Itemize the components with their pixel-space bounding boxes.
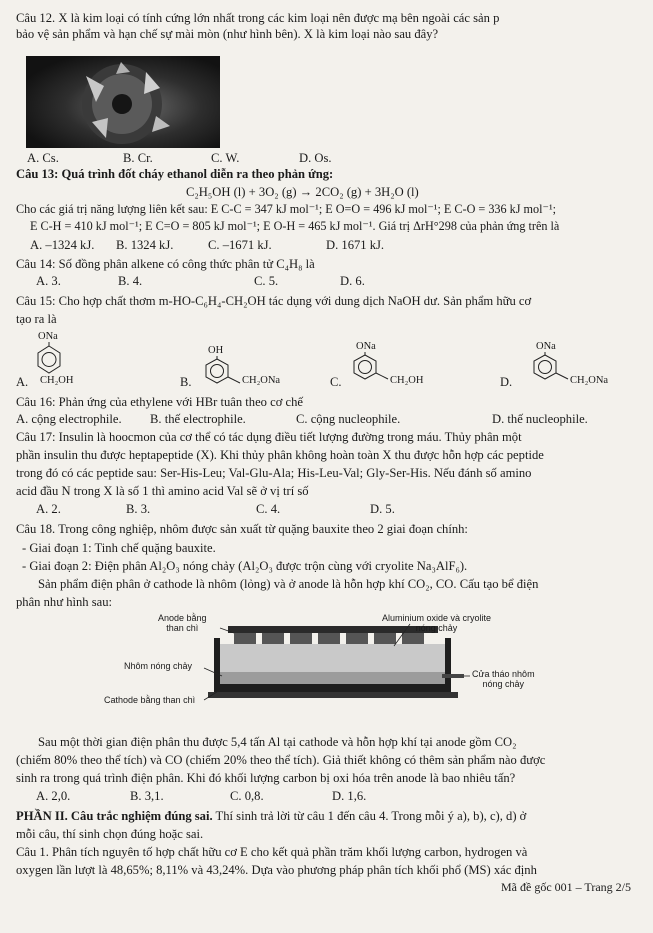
q13-option-a[interactable]: A. –1324 kJ. — [30, 238, 95, 252]
cell-body — [204, 624, 470, 700]
q13-equation: C₂H₅OH (l) + 3O₂ (g) → 2CO₂ (g) + 3H₂O (l) — [186, 185, 419, 199]
q15-d-side-group: CH₂ONa — [570, 375, 609, 386]
q13-given-line2: E C-H = 410 kJ mol⁻¹; E C=O = 805 kJ mol⁻¹; E O-H = 465 kJ mol⁻¹. Giá trị ΔrH°298 của phản ứng trên là — [30, 219, 560, 233]
q14-stem: Câu 14: Số đồng phân alkene có công thức phân tử C₄H₈ là — [16, 257, 315, 271]
q15-c-label: C. — [330, 375, 342, 389]
q15-a-label: A. — [16, 375, 29, 389]
q16-option-c[interactable]: C. cộng nucleophile. — [296, 412, 401, 426]
q17-line2: phần insulin thu được heptapeptide (X). Khi thủy phân không hoàn toàn X thu được hỗn hợp các peptide — [16, 448, 544, 462]
label-electrolyte: Aluminium oxide và cryolite nóng chảy — [382, 613, 492, 633]
coated-tool-photo — [26, 56, 220, 148]
q17-option-d[interactable]: D. 5. — [370, 502, 395, 516]
electrolysis-cell-diagram — [104, 613, 540, 724]
q18-product-text-cont: phân như hình sau: — [16, 595, 113, 609]
q18-para-line1: Sau một thời gian điện phân thu được 5,4 tấn Al tại cathode và hỗn hợp khí tại anode gồm CO₂ — [38, 735, 517, 749]
q16-options — [16, 411, 588, 427]
q14-option-a[interactable]: A. 3. — [36, 274, 61, 288]
q16-stem: Câu 16: Phản ứng của ethylene với HBr tuân theo cơ chế — [16, 395, 303, 409]
q13-option-d[interactable]: D. 1671 kJ. — [326, 238, 385, 252]
label-cathode: Cathode bằng than chì — [104, 695, 196, 705]
q15-b-label: B. — [180, 375, 192, 389]
q13-options — [30, 237, 384, 253]
q12-option-a[interactable]: A. Cs. — [27, 151, 59, 165]
label-tap-hole: Cửa tháo nhôm nóng chảy — [472, 669, 535, 689]
part2-instructions-cont: mỗi câu, thí sinh chọn đúng hoặc sai. — [16, 827, 204, 841]
q15-c-top-group: ONa — [356, 341, 376, 352]
part2-q1-line1: Câu 1. Phân tích nguyên tố hợp chất hữu cơ E cho kết quả phần trăm khối lượng carbon, hydrogen và — [16, 845, 528, 859]
label-molten-aluminium: Nhôm nóng chảy — [124, 661, 193, 671]
q18-stem: Câu 18. Trong công nghiệp, nhôm được sản xuất từ quặng bauxite theo 2 giai đoạn chính: — [16, 522, 468, 536]
q12-options — [27, 150, 332, 166]
q16-option-d[interactable]: D. thế nucleophile. — [492, 412, 588, 426]
benzene-ring-icon — [532, 352, 572, 384]
q15-option-c[interactable] — [330, 340, 450, 390]
q15-a-top-group: ONa — [38, 331, 58, 342]
q12-option-b[interactable]: B. Cr. — [123, 151, 153, 165]
q18-option-b[interactable]: B. 3,1. — [130, 789, 164, 803]
benzene-ring-icon — [352, 352, 392, 384]
q16-option-b[interactable]: B. thế electrophile. — [150, 412, 246, 426]
part2-title: PHẦN II. Câu trắc nghiệm đúng sai. — [16, 809, 213, 823]
q15-b-side-group: CH₂ONa — [242, 375, 281, 386]
q18-stage1: - Giai đoạn 1: Tinh chế quặng bauxite. — [22, 541, 216, 555]
q17-line4: acid đầu N trong X là số 1 thì amino acid Val sẽ ở vị trí số — [16, 484, 309, 498]
q15-d-label: D. — [500, 375, 513, 389]
q17-option-a[interactable]: A. 2. — [36, 502, 61, 516]
part2-q1-line2: oxygen lần lượt là 48,65%; 8,11% và 43,24%. Dựa vào phương pháp phân tích khối phổ (MS) xác định — [16, 863, 537, 877]
part2-heading — [16, 808, 643, 824]
q14-option-d[interactable]: D. 6. — [340, 274, 365, 288]
q18-options — [36, 788, 366, 804]
q13-stem: Câu 13: Quá trình đốt cháy ethanol diễn ra theo phản ứng: — [16, 167, 334, 181]
q13-option-b[interactable]: B. 1324 kJ. — [116, 238, 174, 252]
q17-option-c[interactable]: C. 4. — [256, 502, 281, 516]
q17-options — [36, 501, 395, 517]
q13-option-c[interactable]: C. –1671 kJ. — [208, 238, 272, 252]
q15-c-side-group: CH₂OH — [390, 375, 424, 386]
q15-option-a[interactable] — [16, 330, 126, 390]
q15-option-d[interactable] — [500, 340, 640, 390]
q12-option-d[interactable]: D. Os. — [299, 151, 332, 165]
part2-instructions: Thí sinh trả lời từ câu 1 đến câu 4. Trong mỗi ý a), b), c), d) ở — [215, 809, 527, 823]
q12-option-c[interactable]: C. W. — [211, 151, 240, 165]
q14-option-c[interactable]: C. 5. — [254, 274, 279, 288]
q18-option-c[interactable]: C. 0,8. — [230, 789, 264, 803]
q18-product-text: Sản phẩm điện phân ở cathode là nhôm (lỏng) và ở anode là hỗn hợp khí CO₂, CO. Cấu tạo bể điện — [38, 577, 539, 591]
q15-b-top-group: OH — [208, 345, 224, 356]
q18-stage2: - Giai đoạn 2: Điện phân Al₂O₃ nóng chảy (Al₂O₃ được trộn cùng với cryolite Na₃AlF₆). — [22, 559, 468, 573]
gear-cutter-image — [82, 62, 170, 144]
q12-stem-line2: bảo vệ sản phẩm và hạn chế sự mài mòn (như hình bên). X là kim loại nào sau đây? — [16, 27, 439, 41]
q17-line1: Câu 17: Insulin là hoocmon của cơ thể có tác dụng điều tiết lượng đường trong máu. Thủy phân một — [16, 430, 522, 444]
q15-stem-line1: Câu 15: Cho hợp chất thơm m-HO-C₆H₄-CH₂OH tác dụng với dung dịch NaOH dư. Sản phẩm hữu cơ — [16, 294, 532, 308]
label-anode: Anode bằng than chì — [158, 613, 207, 633]
q14-option-b[interactable]: B. 4. — [118, 274, 143, 288]
q15-d-top-group: ONa — [536, 341, 556, 352]
q17-line3: trong đó có các peptide sau: Ser-His-Leu; Val-Glu-Ala; His-Leu-Val; Gly-Ser-His. Nếu đánh số amino — [16, 466, 532, 480]
benzene-ring-icon — [204, 356, 244, 386]
q18-option-a[interactable]: A. 2,0. — [36, 789, 71, 803]
q16-option-a[interactable]: A. cộng electrophile. — [16, 412, 122, 426]
q14-options — [36, 273, 365, 289]
q18-para-line2: (chiếm 80% theo thể tích) và CO (chiếm 20% theo thể tích). Giả thiết không có thêm sản phẩm nào được — [16, 753, 546, 767]
benzene-ring-icon — [36, 342, 62, 374]
q18-para-line3: sinh ra trong quá trình điện phân. Khi đó khối lượng carbon bị oxi hóa trên anode là bao nhiêu tấn? — [16, 771, 516, 785]
q15-a-bottom-group: CH₂OH — [40, 375, 74, 386]
q15-option-b[interactable] — [180, 344, 300, 390]
q18-option-d[interactable]: D. 1,6. — [332, 789, 367, 803]
page-footer: Mã đề gốc 001 – Trang 2/5 — [501, 880, 631, 894]
q12-stem-line1: Câu 12. X là kim loại có tính cứng lớn nhất trong các kim loại nên được mạ bên ngoài các sản p — [16, 11, 500, 25]
q13-given-line1: Cho các giá trị năng lượng liên kết sau: E C-C = 347 kJ mol⁻¹; E O=O = 496 kJ mol⁻¹; E C-O = 336 kJ mol⁻¹; — [16, 202, 556, 216]
q15-stem-line2: tạo ra là — [16, 312, 57, 326]
q17-option-b[interactable]: B. 3. — [126, 502, 151, 516]
